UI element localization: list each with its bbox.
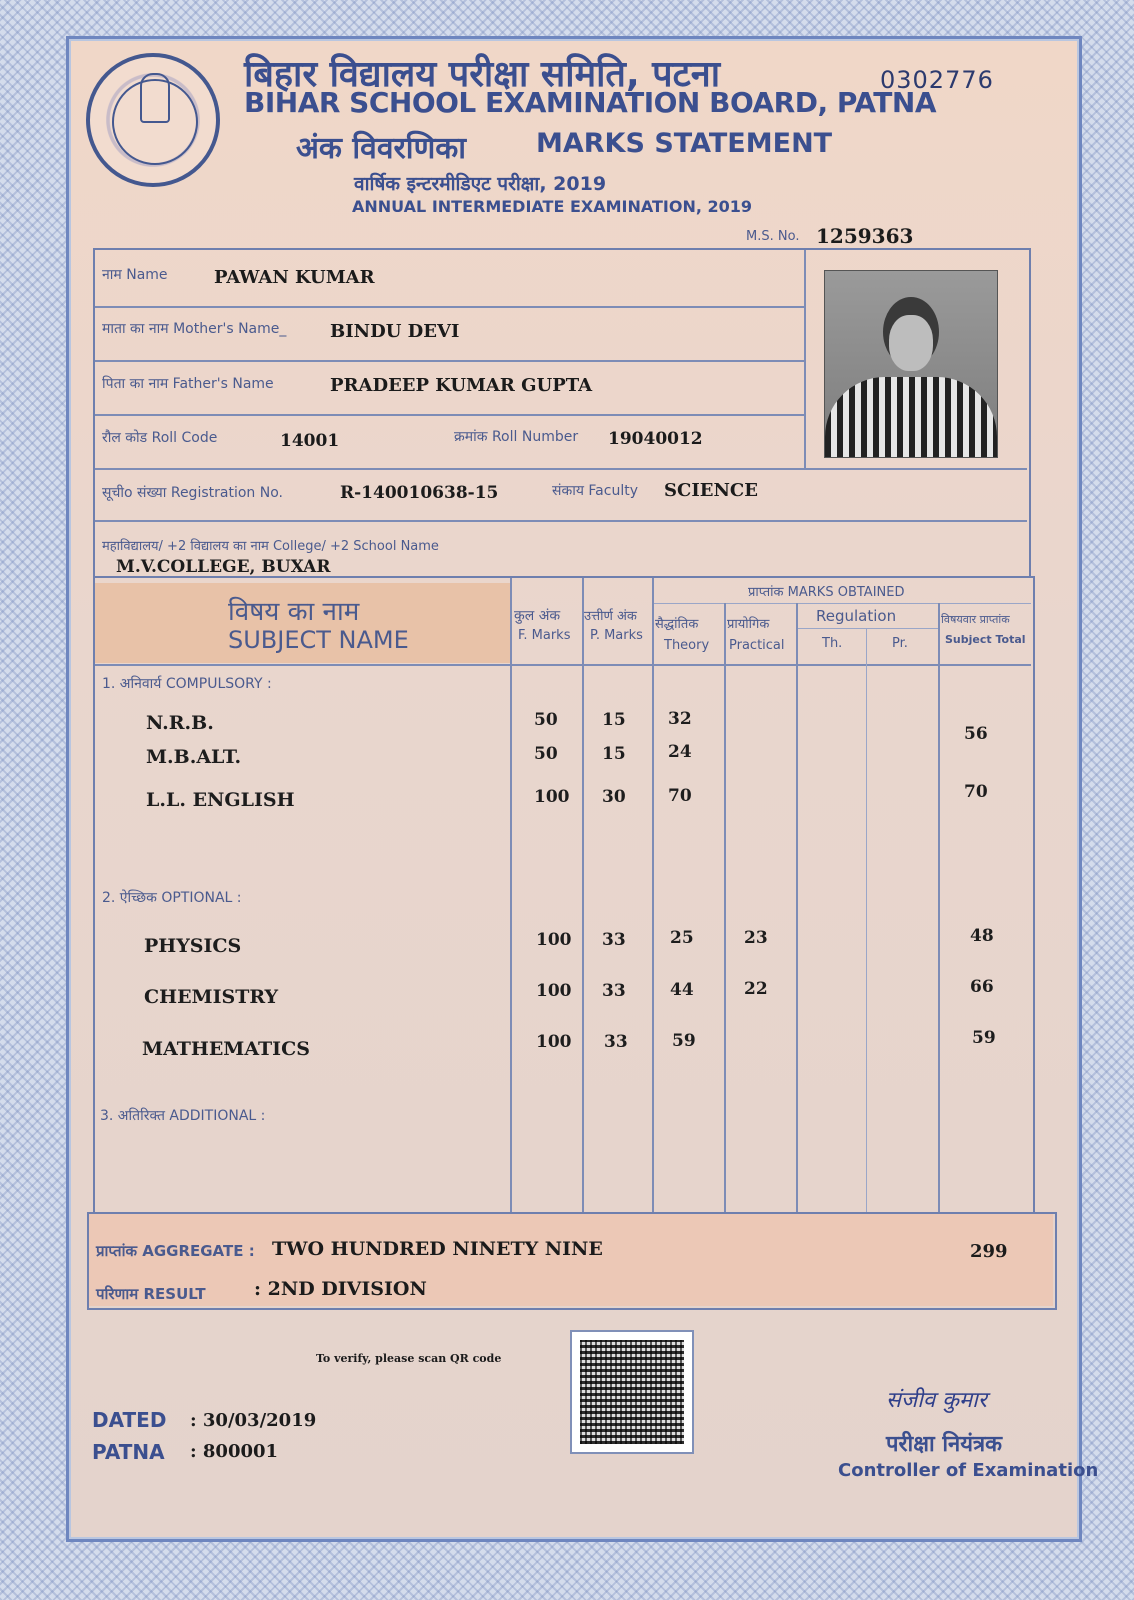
practical-marks: 23 [744,928,768,948]
subject-total-header-english: Subject Total [945,633,1026,646]
controller-title-hindi: परीक्षा नियंत्रक [886,1432,1003,1457]
student-photo [824,270,998,458]
subject-total: 70 [964,782,988,802]
theory-marks: 32 [668,709,692,729]
result-value: : 2ND DIVISION [254,1278,427,1300]
controller-title-english: Controller of Examination [838,1460,1099,1481]
roll-code-label: रौल कोड Roll Code [102,430,218,446]
section-compulsory: 1. अनिवार्य COMPULSORY : [102,676,272,692]
combined-subject-total: 56 [964,724,988,744]
board-seal-icon [86,53,220,187]
section-additional: 3. अतिरिक्त ADDITIONAL : [100,1108,266,1124]
faculty: SCIENCE [664,480,758,501]
subject-name: MATHEMATICS [142,1038,310,1060]
statement-title-hindi: अंक विवरणिका [296,131,467,166]
theory-header-english: Theory [664,638,710,653]
full-marks: 100 [536,930,572,950]
verify-note: To verify, please scan QR code [316,1352,502,1365]
student-name: PAWAN KUMAR [214,267,375,288]
aggregate-words: TWO HUNDRED NINETY NINE [272,1238,603,1260]
roll-number-label: क्रमांक Roll Number [454,429,579,445]
dated-value: : 30/03/2019 [190,1410,317,1431]
subject-total: 59 [972,1028,996,1048]
pass-marks-header-hindi: उत्तीर्ण अंक [584,609,637,624]
subject-name: L.L. ENGLISH [146,789,295,811]
place-value: : 800001 [190,1441,279,1462]
pass-marks-header-english: P. Marks [590,628,643,643]
ms-no-value: 1259363 [816,224,914,248]
registration-label: सूचीo संख्या Registration No. [102,485,283,501]
ms-no-label: M.S. No. [746,229,800,244]
pass-marks: 33 [604,1032,628,1052]
regulation-theory-header: Th. [822,636,843,651]
subject-total: 66 [970,977,994,997]
subject-total-header-hindi: विषयवार प्राप्तांक [941,613,1010,626]
full-marks: 100 [534,787,570,807]
marks-obtained-header: प्राप्तांक MARKS OBTAINED [748,585,905,600]
father-name-label: पिता का नाम Father's Name [102,376,274,392]
place-label: PATNA [92,1440,165,1464]
name-label: नाम Name [102,267,168,283]
result-label: परिणाम RESULT [96,1285,206,1303]
aggregate-label: प्राप्तांक AGGREGATE : [96,1242,255,1260]
registration-number: R-140010638-15 [340,483,499,503]
statement-title-english: MARKS STATEMENT [536,128,833,159]
college-name: M.V.COLLEGE, BUXAR [116,557,331,577]
full-marks: 100 [536,981,572,1001]
theory-marks: 44 [670,980,694,1000]
dated-label: DATED [92,1408,167,1432]
subject-name: N.R.B. [146,712,214,734]
subject-name: PHYSICS [144,935,242,957]
board-name-hindi: बिहार विद्यालय परीक्षा समिति, पटना [244,54,721,95]
subject-total: 48 [970,926,994,946]
subject-name: M.B.ALT. [146,746,242,768]
board-name-english: BIHAR SCHOOL EXAMINATION BOARD, PATNA [244,86,937,119]
roll-number: 19040012 [608,429,703,449]
subject-name: CHEMISTRY [144,986,279,1008]
exam-name-hindi: वार्षिक इन्टरमीडिएट परीक्षा, 2019 [354,173,607,195]
roll-code: 14001 [280,431,340,451]
theory-header-hindi: सैद्धांतिक [655,617,699,632]
qr-code[interactable] [570,1330,694,1454]
section-optional: 2. ऐच्छिक OPTIONAL : [102,890,242,906]
father-name: PRADEEP KUMAR GUPTA [330,375,593,396]
exam-name-english: ANNUAL INTERMEDIATE EXAMINATION, 2019 [352,197,753,216]
full-marks-header-english: F. Marks [518,628,571,643]
theory-marks: 70 [668,786,692,806]
theory-marks: 59 [672,1031,696,1051]
full-marks: 50 [534,744,558,764]
theory-marks: 25 [670,928,694,948]
practical-marks: 22 [744,979,768,999]
faculty-label: संकाय Faculty [552,483,638,499]
college-label: महाविद्यालय/ +2 विद्यालय का नाम College/ +2 School Name [102,539,439,554]
pass-marks: 33 [602,930,626,950]
subject-header-english: SUBJECT NAME [228,626,409,654]
pass-marks: 30 [602,787,626,807]
mother-name-label: माता का नाम Mother's Name_ [102,321,287,337]
aggregate-value: 299 [970,1241,1008,1262]
serial-number: 0302776 [880,66,994,94]
practical-header-english: Practical [729,638,785,653]
regulation-header: Regulation [816,607,897,625]
subject-header-hindi: विषय का नाम [228,597,360,627]
practical-header-hindi: प्रायोगिक [727,617,770,632]
full-marks: 100 [536,1032,572,1052]
controller-signature: संजीव कुमार [886,1388,987,1413]
full-marks: 50 [534,710,558,730]
mother-name: BINDU DEVI [330,321,460,342]
theory-marks: 24 [668,742,692,762]
aggregate-result-box [87,1212,1057,1310]
pass-marks: 15 [602,744,626,764]
pass-marks: 15 [602,710,626,730]
regulation-practical-header: Pr. [892,636,908,651]
full-marks-header-hindi: कुल अंक [514,608,561,624]
pass-marks: 33 [602,981,626,1001]
